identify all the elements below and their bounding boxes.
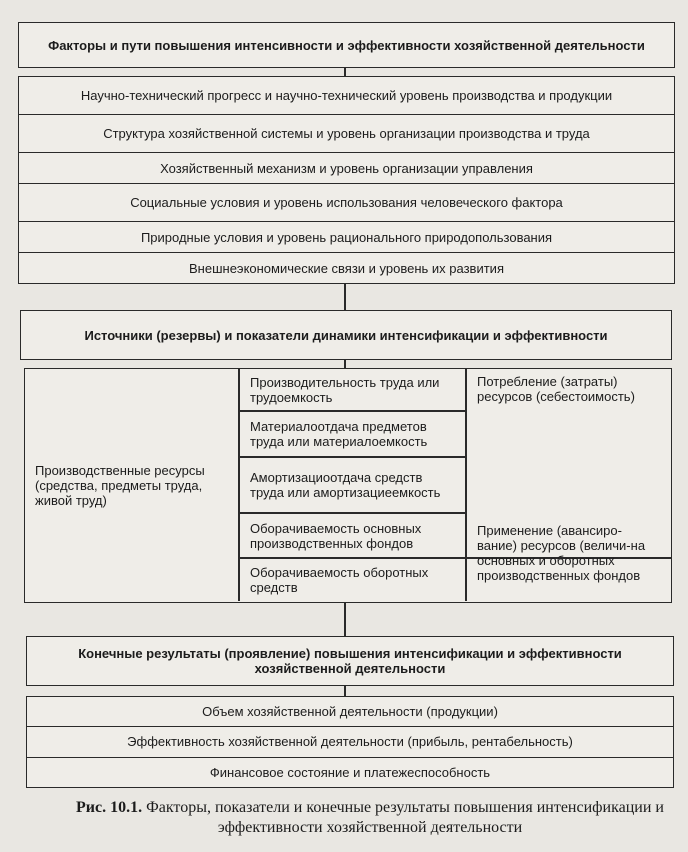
connector-line [344,284,346,310]
connector-line [344,603,346,636]
production-resources: Производственные ресурсы (средства, предметы труда, живой труд) [35,462,205,508]
factor-item: Структура хозяйственной системы и уровень организации производства и труда [19,114,674,152]
factor-item: Социальные условия и уровень использования человеческого фактора [19,183,674,221]
resource-consumption: Потребление (затраты) ресурсов (себестоимость) [477,374,635,404]
factors-header [18,22,675,68]
results-list [26,696,674,788]
sources-table [24,368,672,603]
factor-item: Научно-технический прогресс и научно-технический уровень производства и продукции [80,88,613,104]
sources-header-text: Источники (резервы) и показатели динамики интенсификации и эффективности [84,327,608,343]
figure-label: Рис. 10.1. [76,799,143,816]
factor-item: Хозяйственный механизм и уровень организации управления [19,152,674,183]
figure-caption [60,798,680,838]
indicator-cell: Оборачиваемость основных производственных фондов [250,520,422,551]
connector-line [344,68,346,76]
connector-line [344,686,346,696]
results-header-text: Конечные результаты (проявление) повышения интенсификации и эффективности хозяйственной деятельности [78,646,622,676]
factors-list [18,76,675,284]
indicator-cell: Амортизациоотдача средств труда или амортизациеемкость [250,470,441,500]
result-item: Эффективность хозяйственной деятельности (прибыль, рентабельность) [27,726,673,756]
factor-item: Внешнеэкономические связи и уровень их развития [19,252,674,283]
figure-caption-text: Факторы, показатели и конечные результаты повышения интенсификации и эффективности хозяйственной деятельности [146,799,664,836]
indicator-cell: Оборачиваемость оборотных средств [250,565,429,595]
factors-header-text: Факторы и пути повышения интенсивности и эффективности хозяйственной деятельности [48,37,645,53]
indicator-cell: Производительность труда или трудоемкость [250,374,440,405]
resource-application: Применение (авансиро-вание) ресурсов (величи-на основных и оборотных производственных фондов [477,523,646,583]
result-item: Финансовое состояние и платежеспособность [27,757,673,787]
indicator-cell: Материалоотдача предметов труда или материалоемкость [250,419,428,449]
sources-header [20,310,672,360]
factor-item: Природные условия и уровень рационального природопользования [19,221,674,252]
connector-line [344,360,346,368]
result-item: Объем хозяйственной деятельности (продукции) [202,704,498,720]
results-header [26,636,674,686]
